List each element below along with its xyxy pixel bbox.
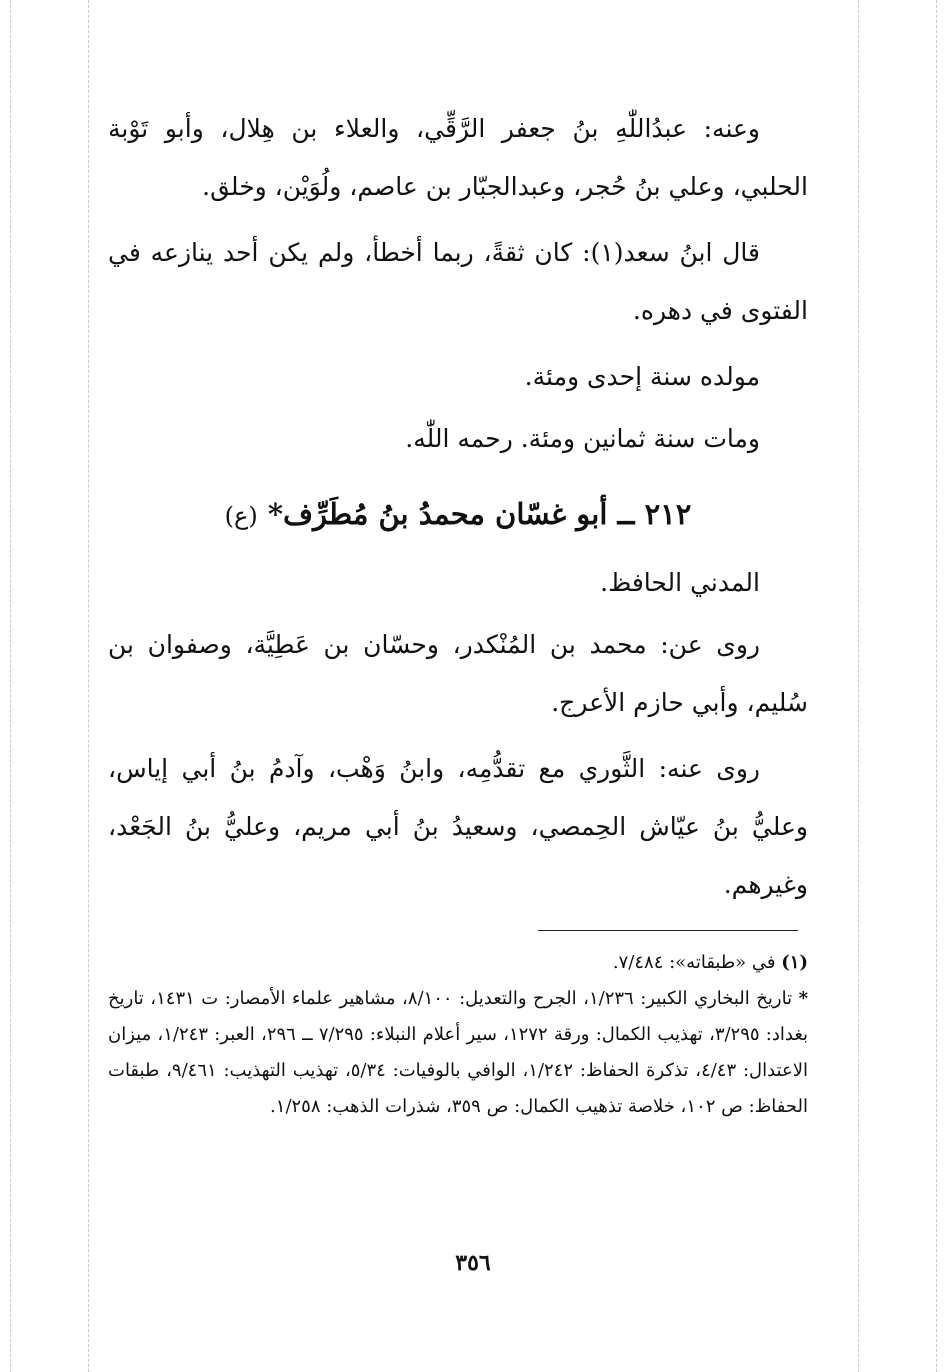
- margin-guide-line: [858, 0, 859, 1372]
- paragraph-narrated-by: روى عنه: الثَّوري مع تقدُّمِه، وابنُ وَهْب، وآدمُ بنُ أبي إياس، وعليُّ بنُ عيّاش الحِمصي، وسعيدُ بنُ أبي مريم، وعليُّ بنُ الجَعْد، وغيرهم.: [108, 754, 808, 899]
- entry-tag: (ع): [224, 502, 258, 530]
- footnote-1-text: في «طبقاته»: ٧/٤٨٤.: [612, 952, 776, 973]
- paragraph-death: ومات سنة ثمانين ومئة. رحمه اللّٰه.: [405, 424, 760, 453]
- paragraph-ibn-saad-quote: قال ابنُ سعد(١): كان ثقةً، ربما أخطأ، ولم يكن أحد ينازعه في الفتوى في دهره.: [108, 238, 808, 325]
- footnote-sources: [108, 981, 808, 1125]
- footnotes: [108, 945, 808, 1125]
- footnote-asterisk-mark: *: [798, 988, 809, 1009]
- footnote-1-mark: (١): [781, 952, 808, 973]
- entry-heading: [108, 484, 808, 546]
- margin-guide-line: [10, 0, 11, 1372]
- footnote-sources-text: تاريخ البخاري الكبير: ١/٢٣٦، الجرح والتعديل: ٨/١٠٠، مشاهير علماء الأمصار: ت ١٤٣١، تاريخ بغداد: ٣/٢٩٥، تهذيب الكمال: ورقة ١٢٧٢، سير أعلام النبلاء: ٧/٢٩٥ ــ ٢٩٦، العبر: ١/٢٤٣، ميزان الاعتدال: ٤/٤٣، تذكرة الحفاظ: ١/٢٤٢، الوافي بالوفيات: ٥/٣٤، تهذيب التهذيب: ٩/٤٦١، طبقات الحفاظ: ص ١٠٢، خلاصة تذهيب الكمال: ص ٣٥٩، شذرات الذهب: ١/٢٥٨.: [108, 988, 809, 1117]
- footnote-1: [108, 945, 808, 981]
- margin-guide-line: [88, 0, 89, 1372]
- entry-title: ٢١٢ ــ أبو غسّان محمدُ بنُ مُطَرِّف*: [267, 497, 692, 531]
- paragraph-birth: مولده سنة إحدى ومئة.: [524, 362, 760, 391]
- paragraph-narrators-from-him: وعنه: عبدُاللّٰهِ بنُ جعفر الرَّقِّي، والعلاء بن هِلال، وأبو تَوْبة الحلبي، وعلي بنُ حُجر، وعبدالجبّار بن عاصم، ولُوَيْن، وخلق.: [108, 114, 808, 201]
- main-text: [108, 100, 808, 922]
- page-number: ٣٥٦: [455, 1250, 491, 1276]
- paragraph-narrated-from: روى عن: محمد بن المُنْكدر، وحسّان بن عَطِيَّة، وصفوان بن سُليم، وأبي حازم الأعرج.: [108, 630, 808, 717]
- footnote-separator: [538, 930, 798, 931]
- margin-guide-line: [936, 0, 937, 1372]
- paragraph-nisba: المدني الحافظ.: [600, 568, 760, 597]
